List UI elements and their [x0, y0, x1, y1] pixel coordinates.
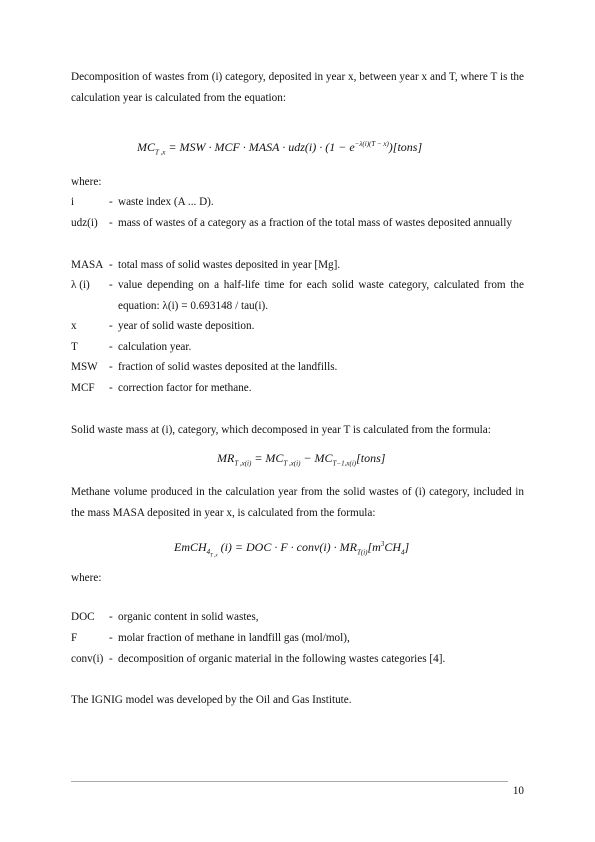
def-text: value depending on a half-life time for each solid waste category, calculated from the equation: λ(i) = 0.693148 / tau(i).: [118, 279, 524, 312]
def-term: udz(i): [71, 217, 98, 229]
def-term: MSW: [71, 361, 98, 373]
def-text: decomposition of organic material in the following wastes categories [4].: [118, 653, 446, 665]
def-dash: -: [109, 361, 113, 373]
def-dash: -: [109, 320, 113, 332]
eq3-a: EmCH: [174, 540, 207, 554]
def-text: total mass of solid wastes deposited in year [Mg].: [118, 259, 341, 271]
eq2-a-sub: T ,x(i): [234, 459, 252, 468]
def-term: conv(i): [71, 653, 104, 665]
eq3-d-sub: 4: [401, 548, 405, 557]
def-dash: -: [109, 279, 113, 291]
def-dash: -: [109, 611, 113, 623]
eq3-a-sub: 4T ,x: [206, 548, 218, 559]
def-term: T: [71, 341, 78, 353]
equation-mc: [137, 140, 422, 156]
def-term: F: [71, 632, 78, 644]
closing-paragraph: The IGNIG model was developed by the Oil and Gas Institute.: [71, 694, 352, 706]
def-term: λ (i): [71, 279, 90, 291]
def-dash: -: [109, 259, 113, 271]
eq3-d: CH: [384, 540, 402, 554]
eq2-b: = MC: [254, 451, 284, 465]
eq1-lhs-sub: T ,x: [155, 148, 166, 157]
def-dash: -: [109, 653, 113, 665]
intro-paragraph: Decomposition of wastes from (i) category, deposited in year x, between year x and T, where T is the calculation year is calculated from the equation:: [71, 71, 524, 104]
methane-paragraph: Methane volume produced in the calculation year from the solid wastes of (i) category, included in the mass MASA deposited in year x, is calculated from the formula:: [71, 486, 524, 519]
eq2-c: − MC: [303, 451, 333, 465]
def-text: mass of wastes of a category as a fraction of the total mass of wastes deposited annually: [118, 217, 512, 229]
eq1-rhs: = MSW · MCF · MASA · udz(i) · (1 − e: [168, 140, 355, 154]
def-dash: -: [109, 382, 113, 394]
def-term: MCF: [71, 382, 95, 394]
def-dash: -: [109, 196, 113, 208]
def-dash: -: [109, 217, 113, 229]
footer-divider: [71, 781, 508, 782]
eq3-tail: ]: [404, 540, 410, 554]
equation-emch4: [174, 540, 409, 559]
def-text: correction factor for methane.: [118, 382, 252, 394]
page-number: 10: [512, 785, 524, 797]
eq2-tail: [tons]: [356, 451, 386, 465]
eq2-b-sub: T ,x(i): [283, 459, 301, 468]
def-text: fraction of solid wastes deposited at the landfills.: [118, 361, 338, 373]
def-text: calculation year.: [118, 341, 192, 353]
def-dash: -: [109, 341, 113, 353]
eq1-exponent: −λ(i)(T − x): [354, 140, 389, 148]
eq3-b: (i) = DOC · F · conv(i) · MR: [220, 540, 357, 554]
eq3-c: [m: [367, 540, 381, 554]
eq1-lhs: MC: [137, 140, 155, 154]
def-text: waste index (A ... D).: [118, 196, 214, 208]
def-term: MASA: [71, 259, 104, 271]
eq1-tail: )[tons]: [388, 140, 423, 154]
eq3-c-sup: 3: [380, 540, 385, 548]
def-text: year of solid waste deposition.: [118, 320, 255, 332]
def-text: molar fraction of methane in landfill gas (mol/mol),: [118, 632, 350, 644]
equation-mr: [217, 451, 385, 467]
def-term: i: [71, 196, 75, 208]
def-text: organic content in solid wastes,: [118, 611, 259, 623]
eq2-a: MR: [217, 451, 235, 465]
eq2-c-sub: T−1,x(i): [332, 459, 357, 468]
where-label-2: where:: [71, 572, 102, 584]
def-term: x: [71, 320, 77, 332]
eq3-b-sub: T(i): [357, 548, 368, 557]
def-dash: -: [109, 632, 113, 644]
where-label-1: where:: [71, 176, 102, 188]
def-term: DOC: [71, 611, 95, 623]
solid-waste-paragraph: Solid waste mass at (i), category, which decomposed in year T is calculated from the formula:: [71, 424, 491, 436]
